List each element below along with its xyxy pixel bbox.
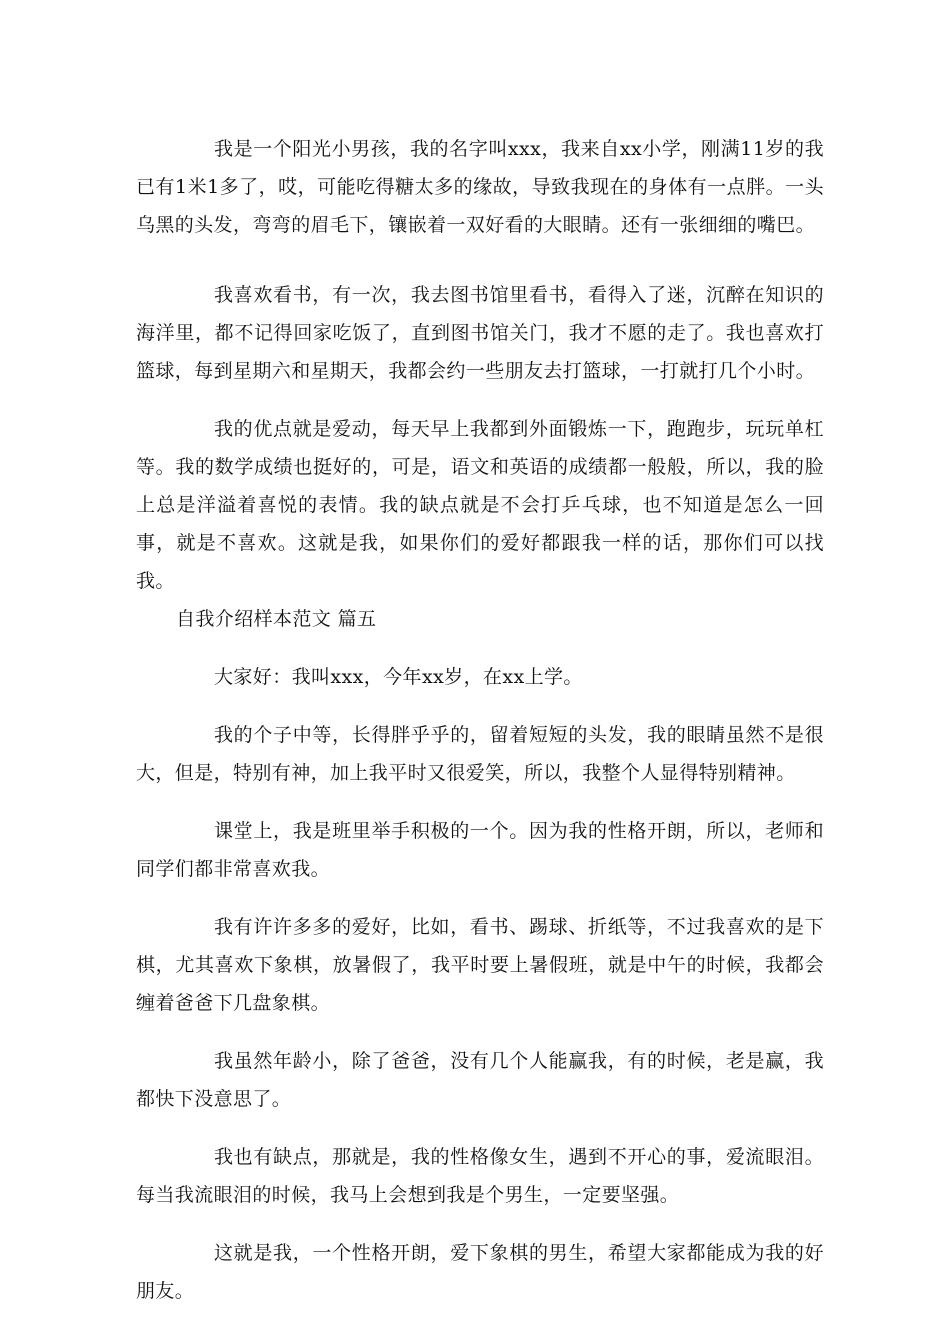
paragraph-appearance: 我的个子中等，长得胖乎乎的，留着短短的头发，我的眼睛虽然不是很大，但是，特别有神，加上我平时又很爱笑，所以，我整个人显得特别精神。	[136, 724, 824, 784]
paragraph-greeting: 大家好：我叫xxx，今年xx岁，在xx上学。	[214, 666, 583, 688]
paragraph-closing: 这就是我，一个性格开朗，爱下象棋的男生，希望大家都能成为我的好朋友。	[136, 1242, 824, 1302]
paragraph-intro: 我是一个阳光小男孩，我的名字叫xxx，我来自xx小学，刚满11岁的我已有1米1多了，哎，可能吃得糖太多的缘故，导致我现在的身体有一点胖。一头乌黑的头发，弯弯的眉毛下，镶嵌着一双好看的大眼睛。还有一张细细的嘴巴。	[136, 138, 824, 236]
paragraph-hobbies: 我喜欢看书，有一次，我去图书馆里看书，看得入了迷，沉醉在知识的海洋里，都不记得回家吃饭了，直到图书馆关门，我才不愿的走了。我也喜欢打篮球，每到星期六和星期天，我都会约一些朋友去打篮球，一打就打几个小时。	[136, 284, 824, 382]
paragraph-chess-hobby: 我有许许多多的爱好，比如，看书、踢球、折纸等，不过我喜欢的是下棋，尤其喜欢下象棋，放暑假了，我平时要上暑假班，就是中午的时候，我都会缠着爸爸下几盘象棋。	[136, 916, 824, 1014]
paragraph-chess-skill: 我虽然年龄小，除了爸爸，没有几个人能赢我，有的时候，老是赢，我都快下没意思了。	[136, 1050, 824, 1110]
document-body	[136, 130, 824, 1310]
paragraph-strengths: 我的优点就是爱动，每天早上我都到外面锻炼一下，跑跑步，玩玩单杠等。我的数学成绩也挺好的，可是，语文和英语的成绩都一般般，所以，我的脸上总是洋溢着喜悦的表情。我的缺点就是不会打乒乓球，也不知道是怎么一回事，就是不喜欢。这就是我，如果你们的爱好都跟我一样的话，那你们可以找我。	[136, 418, 824, 592]
paragraph-weakness: 我也有缺点，那就是，我的性格像女生，遇到不开心的事，爱流眼泪。每当我流眼泪的时候，我马上会想到我是个男生，一定要坚强。	[136, 1146, 824, 1206]
paragraph-classroom: 课堂上，我是班里举手积极的一个。因为我的性格开朗，所以，老师和同学们都非常喜欢我。	[136, 820, 824, 880]
section-heading: 自我介绍样本范文 篇五	[176, 608, 377, 630]
